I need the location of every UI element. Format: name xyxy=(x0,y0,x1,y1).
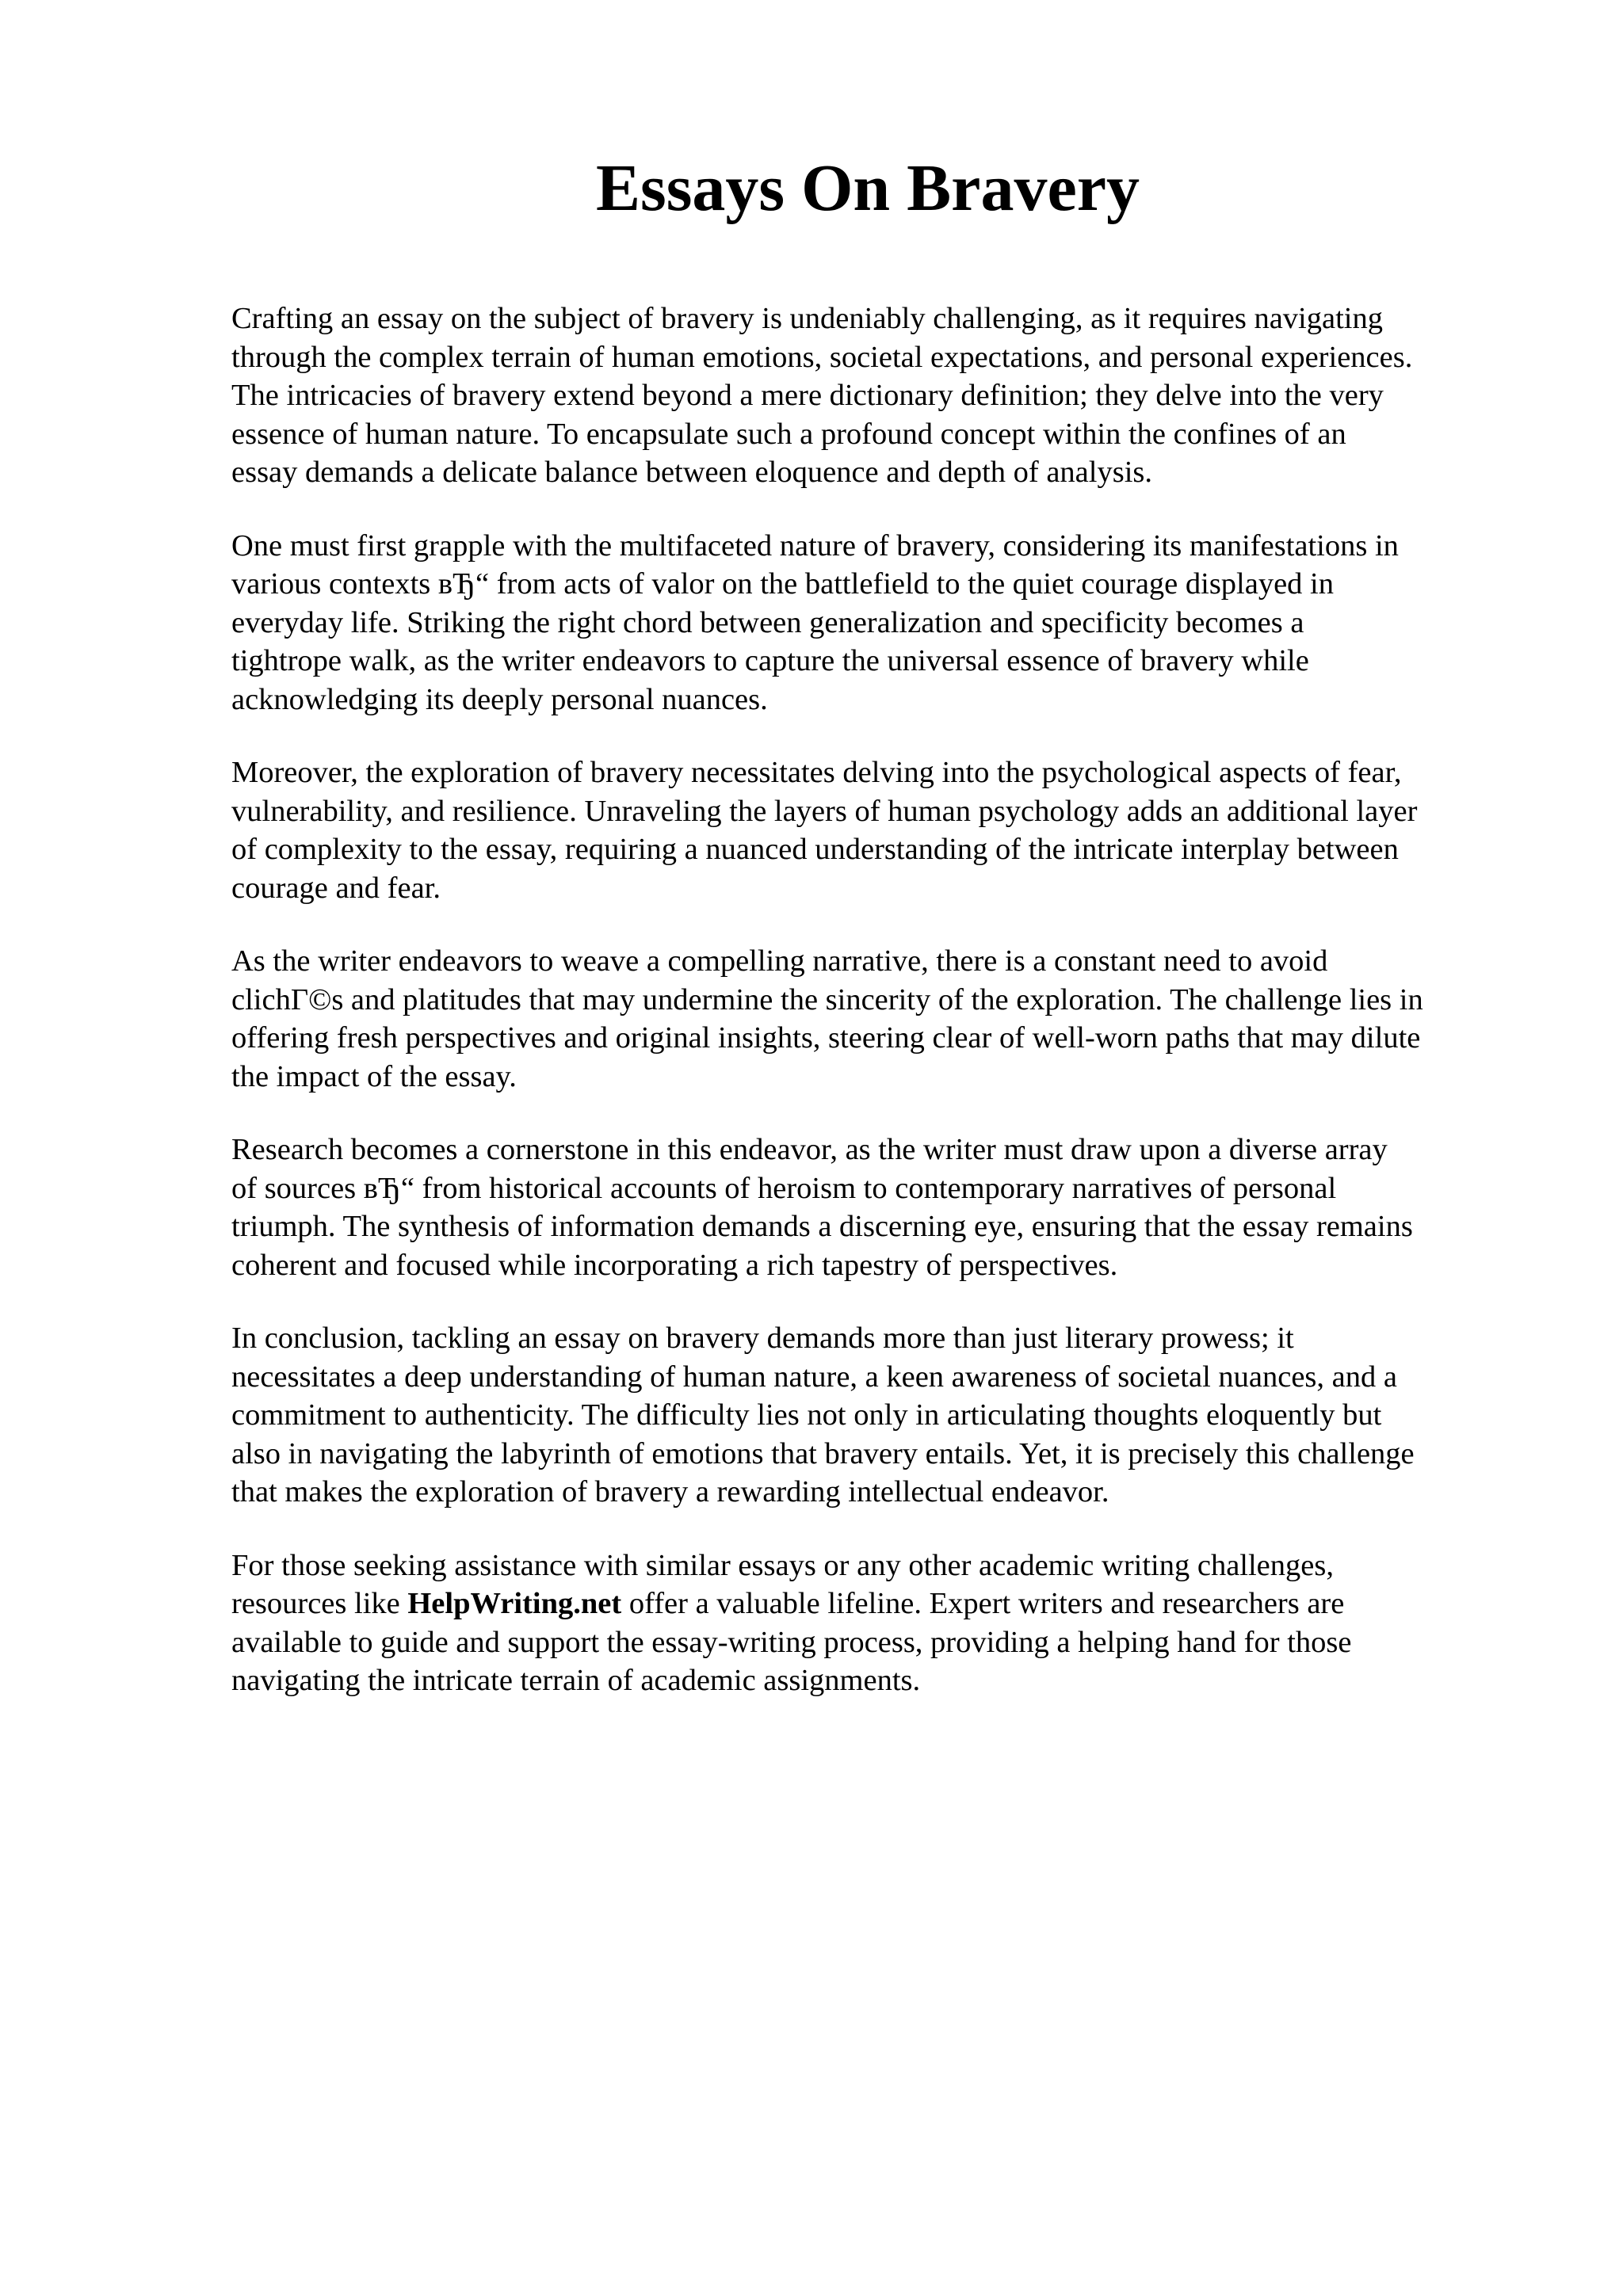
paragraph-2 xyxy=(231,527,1531,719)
text-line: triumph. The synthesis of information demands a discerning eye, ensuring that the essay remains xyxy=(231,1210,1413,1243)
text-line: navigating the intricate terrain of academic assignments. xyxy=(231,1664,921,1697)
text-line: available to guide and support the essay-writing process, providing a helping hand for those xyxy=(231,1625,1352,1659)
helpwriting-link[interactable]: HelpWriting.net xyxy=(407,1587,622,1620)
text-line: that makes the exploration of bravery a rewarding intellectual endeavor. xyxy=(231,1475,1109,1508)
document-title: Essays On Bravery xyxy=(595,151,1140,225)
text-line: essay demands a delicate balance between eloquence and depth of analysis. xyxy=(231,456,1152,489)
text-line: As the writer endeavors to weave a compelling narrative, there is a constant need to avoid xyxy=(231,944,1328,978)
paragraph-6 xyxy=(231,1319,1531,1512)
text-line: through the complex terrain of human emotions, societal expectations, and personal experiences. xyxy=(231,340,1413,374)
text-fragment: resources like xyxy=(231,1587,408,1620)
text-line: essence of human nature. To encapsulate such a profound concept within the confines of an xyxy=(231,417,1346,451)
paragraph-3 xyxy=(231,753,1531,907)
text-line: courage and fear. xyxy=(231,871,441,905)
text-fragment: offer a valuable lifeline. Expert writers and researchers are xyxy=(621,1587,1345,1620)
text-line: the impact of the essay. xyxy=(231,1059,517,1093)
paragraph-4 xyxy=(231,942,1531,1096)
text-line: The intricacies of bravery extend beyond a mere dictionary definition; they delve into the very xyxy=(231,379,1384,412)
text-line: of sources вЂ“ from historical accounts of heroism to contemporary narratives of personal xyxy=(231,1171,1337,1205)
text-line: offering fresh perspectives and original insights, steering clear of well-worn paths that may dilute xyxy=(231,1021,1421,1055)
text-line: acknowledging its deeply personal nuances. xyxy=(231,682,768,716)
text-line xyxy=(231,1585,1531,1623)
text-line: Crafting an essay on the subject of bravery is undeniably challenging, as it requires navigating xyxy=(231,302,1383,335)
closing-paragraph xyxy=(231,1547,1531,1700)
text-line: various contexts вЂ“ from acts of valor on the battlefield to the quiet courage displayed in xyxy=(231,567,1335,601)
text-line: necessitates a deep understanding of human nature, a keen awareness of societal nuances, and a xyxy=(231,1360,1397,1394)
paragraph-5 xyxy=(231,1131,1531,1284)
text-line: clichГ©s and platitudes that may undermine the sincerity of the exploration. The challenge lies in xyxy=(231,982,1423,1016)
text-line: tightrope walk, as the writer endeavors to capture the universal essence of bravery while xyxy=(231,644,1309,677)
text-line: In conclusion, tackling an essay on bravery demands more than just literary prowess; it xyxy=(231,1322,1294,1355)
text-line: One must first grapple with the multifaceted nature of bravery, considering its manifestations in xyxy=(231,528,1399,563)
text-line: also in navigating the labyrinth of emotions that bravery entails. Yet, it is precisely this challenge xyxy=(231,1436,1415,1470)
text-line: Research becomes a cornerstone in this endeavor, as the writer must draw upon a diverse array xyxy=(231,1133,1388,1166)
text-line: For those seeking assistance with similar essays or any other academic writing challenges, xyxy=(231,1548,1334,1582)
text-line: everyday life. Striking the right chord between generalization and specificity becomes a xyxy=(231,605,1304,639)
text-line: vulnerability, and resilience. Unraveling the layers of human psychology adds an additional layer xyxy=(231,794,1418,828)
text-line: of complexity to the essay, requiring a nuanced understanding of the intricate interplay between xyxy=(231,833,1399,866)
paragraph-1 xyxy=(231,299,1531,492)
text-line: Moreover, the exploration of bravery necessitates delving into the psychological aspects of fear, xyxy=(231,756,1402,789)
document-body xyxy=(231,299,1531,1735)
text-line: coherent and focused while incorporating a rich tapestry of perspectives. xyxy=(231,1248,1118,1282)
text-line: commitment to authenticity. The difficulty lies not only in articulating thoughts eloquently but xyxy=(231,1398,1382,1432)
